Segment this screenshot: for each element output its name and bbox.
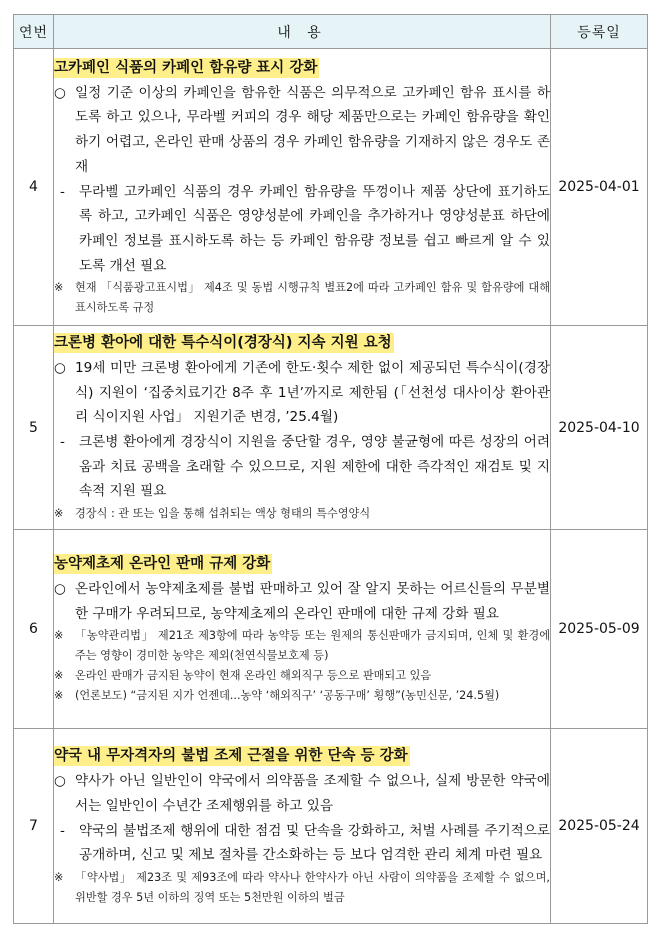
note-text: 온라인 판매가 금지된 농약이 현재 온라인 해외직구 등으로 판매되고 있음 bbox=[75, 669, 432, 683]
note-item bbox=[54, 278, 550, 318]
item-text: 크론병 환아에게 경장식이 지원을 중단할 경우, 영양 불균형에 따른 성장의 어려움과 치료 공백을 초래할 수 있으므로, 지원 제한에 대한 즉각적인 재검토 및 지속적 지원 필요 bbox=[79, 434, 550, 500]
reference-mark-icon: ※ bbox=[54, 689, 64, 703]
row-title: 농약제초제 온라인 판매 규제 강화 bbox=[54, 555, 271, 572]
row-title: 약국 내 무자격자의 불법 조제 근절을 위한 단속 등 강화 bbox=[54, 748, 408, 765]
note-text: 「농약관리법」 제21조 제3항에 따라 농약등 또는 원제의 통신판매가 금지되며, 인체 및 환경에 주는 영향이 경미한 농약은 제외(천연식물보호제 등) bbox=[75, 629, 550, 663]
table-row bbox=[14, 326, 648, 530]
circle-bullet-icon: ○ bbox=[54, 773, 66, 790]
dash-bullet-icon: - bbox=[60, 822, 65, 839]
table-row bbox=[14, 530, 648, 729]
item-text: 온라인에서 농약제초제를 불법 판매하고 있어 잘 알지 못하는 어르신들의 무분별한 구매가 우려되므로, 농약제초제의 온라인 판매에 대한 규제 강화 필요 bbox=[75, 580, 550, 622]
row-content bbox=[54, 729, 551, 924]
item-text: 19세 미만 크론병 환아에게 기존에 한도·횟수 제한 없이 제공되던 특수식이(경장식) 지원이 ‘집중치료기간 8주 후 1년’까지로 제한됨 (「선천성 대사이상 환아관리 식이지원 사업」 지원기준 변경, ’25.4월) bbox=[75, 359, 550, 426]
row-number: 6 bbox=[14, 530, 54, 729]
circle-item bbox=[54, 81, 550, 180]
note-text: 경장식 : 관 또는 입을 통해 섭취되는 액상 형태의 특수영양식 bbox=[75, 507, 371, 521]
note-item bbox=[54, 666, 550, 686]
reference-mark-icon: ※ bbox=[54, 281, 64, 295]
header-content: 내 용 bbox=[54, 15, 551, 49]
item-text: 약국의 불법조제 행위에 대한 점검 및 단속을 강화하고, 처벌 사례를 주기적으로 공개하며, 신고 및 제보 절차를 간소화하는 등 보다 엄격한 관리 체계 마련 필요 bbox=[79, 822, 550, 864]
dash-item bbox=[54, 180, 550, 279]
table-row bbox=[14, 49, 648, 326]
reference-mark-icon: ※ bbox=[54, 669, 64, 683]
circle-bullet-icon: ○ bbox=[54, 359, 66, 376]
circle-item bbox=[54, 356, 550, 430]
circle-bullet-icon: ○ bbox=[54, 84, 66, 101]
item-text: 무라벨 고카페인 식품의 경우 카페인 함유량을 뚜껑이나 제품 상단에 표기하도록 하고, 고카페인 식품은 영양성분에 카페인을 추가하거나 영양성분표 하단에 카페인 정보를 표시하도록 하는 등 카페인 함유량 정보를 쉽고 빠르게 알 수 있도록 개선 필요 bbox=[79, 183, 550, 274]
item-text: 약사가 아닌 일반인이 약국에서 의약품을 조제할 수 없으나, 실제 방문한 약국에서는 일반인이 수년간 조제행위를 하고 있음 bbox=[75, 773, 550, 814]
circle-item bbox=[54, 769, 550, 818]
circle-item bbox=[54, 577, 550, 626]
note-item bbox=[54, 504, 550, 524]
note-item bbox=[54, 868, 550, 908]
row-number: 5 bbox=[14, 326, 54, 530]
note-text: (언론보도) “금지된 지가 언젠데...농약 ‘해외직구’ ‘공동구매’ 횡행”(농민신문, ’24.5월) bbox=[75, 689, 500, 703]
proposal-table bbox=[13, 14, 648, 924]
row-content bbox=[54, 49, 551, 326]
row-number: 4 bbox=[14, 49, 54, 326]
table-row bbox=[14, 729, 648, 924]
row-title: 고카페인 식품의 카페인 함유량 표시 강화 bbox=[54, 59, 318, 76]
header-number: 연번 bbox=[14, 15, 54, 49]
reference-mark-icon: ※ bbox=[54, 629, 64, 643]
row-content bbox=[54, 326, 551, 530]
note-item bbox=[54, 686, 550, 706]
circle-bullet-icon: ○ bbox=[54, 580, 66, 597]
dash-bullet-icon: - bbox=[60, 183, 65, 200]
row-date: 2025-04-10 bbox=[551, 326, 648, 530]
note-item bbox=[54, 626, 550, 666]
header-date: 등록일 bbox=[551, 15, 648, 49]
row-content bbox=[54, 530, 551, 729]
row-date: 2025-04-01 bbox=[551, 49, 648, 326]
reference-mark-icon: ※ bbox=[54, 870, 64, 884]
row-title: 크론병 환아에 대한 특수식이(경장식) 지속 지원 요청 bbox=[54, 334, 392, 351]
note-text: 현재 「식품광고표시법」 제4조 및 동법 시행규칙 별표2에 따라 고카페인 함유 및 함유량에 대해 표시하도록 규정 bbox=[75, 281, 550, 315]
dash-item bbox=[54, 819, 550, 868]
row-date: 2025-05-09 bbox=[551, 530, 648, 729]
dash-bullet-icon: - bbox=[60, 434, 65, 450]
table-header-row bbox=[14, 15, 648, 49]
reference-mark-icon: ※ bbox=[54, 507, 64, 521]
row-date: 2025-05-24 bbox=[551, 729, 648, 924]
note-text: 「약사법」 제23조 및 제93조에 따라 약사나 한약사가 아닌 사람이 의약품을 조제할 수 없으며, 위반할 경우 5년 이하의 징역 또는 5천만원 이하의 벌금 bbox=[75, 870, 550, 904]
dash-item bbox=[54, 430, 550, 504]
item-text: 일정 기준 이상의 카페인을 함유한 식품은 의무적으로 고카페인 함유 표시를 하도록 하고 있으나, 무라벨 커피의 경우 해당 제품만으로는 카페인 함유량을 확인하기 어렵고, 온라인 판매 상품의 경우 카페인 함유량을 기재하지 않은 경우도 존재 bbox=[75, 84, 550, 175]
row-number: 7 bbox=[14, 729, 54, 924]
